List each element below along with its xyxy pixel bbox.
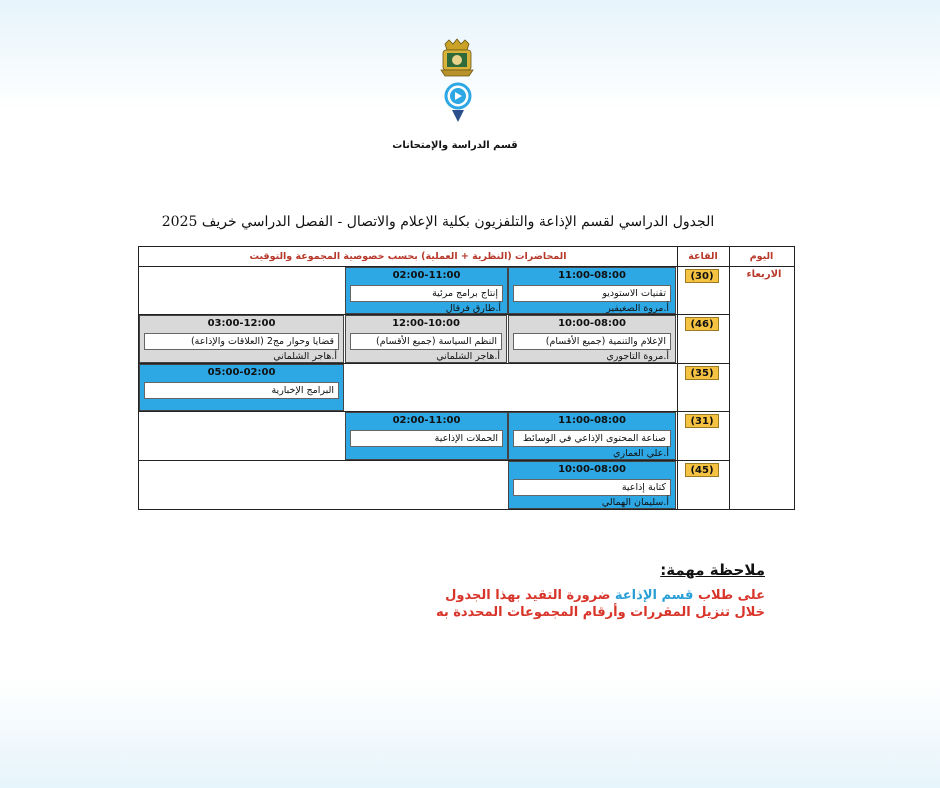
- session-teacher: أ.مروة التاجوري: [606, 351, 669, 362]
- note-line-1-start: على طلاب: [697, 588, 765, 603]
- session-teacher: أ.سليمان الهمالي: [601, 497, 669, 508]
- session-time: 02:00-11:00: [392, 270, 461, 281]
- room-badge: (35): [685, 366, 719, 380]
- room-column-divider: [677, 247, 678, 509]
- day-label: الاربعاء: [746, 269, 782, 280]
- note-line-2: خلال تنزيل المقررات وأرقام المجموعات المحددة به: [435, 605, 765, 620]
- session-block: [345, 315, 507, 363]
- session-course: كتابة إذاعية: [513, 479, 671, 496]
- session-block: [139, 364, 344, 411]
- session-course: إنتاج برامج مرئية: [350, 285, 503, 302]
- session-time: 11:00-08:00: [558, 415, 626, 426]
- session-teacher: أ.علي العماري: [613, 448, 669, 459]
- session-time: 10:00-08:00: [558, 464, 626, 475]
- university-crest-logo: [437, 38, 477, 78]
- session-block: [345, 267, 508, 314]
- note-title: ملاحظة مهمة:: [660, 561, 765, 579]
- session-block: [508, 461, 676, 509]
- session-time: 05:00-02:00: [207, 367, 276, 378]
- room-badge: (46): [685, 317, 719, 331]
- day-column-header: اليوم: [749, 251, 774, 262]
- session-block: [508, 412, 676, 460]
- session-course: البرامج الإخبارية: [144, 382, 339, 399]
- session-course: تقنيات الاستوديو: [513, 285, 671, 302]
- session-course: النظم السياسة (جميع الأقسام): [350, 333, 502, 350]
- session-time: 12:00-10:00: [392, 318, 460, 329]
- note-line-1-end: ضرورة التقيد بهذا الجدول: [445, 588, 611, 603]
- session-course: الإعلام والتنمية (جميع الأقسام): [513, 333, 671, 350]
- session-block: [139, 315, 344, 363]
- room-badge: (31): [685, 414, 719, 428]
- session-course: صناعة المحتوى الإذاعي في الوسائط: [513, 430, 671, 447]
- session-time: 02:00-11:00: [392, 415, 461, 426]
- schedule-table: [138, 246, 795, 510]
- session-teacher: أ.طارق فرقال: [445, 303, 501, 314]
- note-highlight-department: قسم الإذاعة: [614, 588, 694, 603]
- session-time: 10:00-08:00: [558, 318, 626, 329]
- session-time: 03:00-12:00: [207, 318, 276, 329]
- room-column-header: القاعة: [688, 251, 718, 262]
- department-name: قسم الدراسة والإمتحانات: [392, 140, 518, 151]
- note-line-1: [420, 588, 765, 603]
- session-teacher: أ.هاجر الشلماني: [273, 351, 337, 362]
- session-block: [508, 315, 676, 363]
- session-teacher: أ.مروة الصغيفير: [606, 303, 669, 314]
- day-column-divider: [729, 247, 730, 509]
- faculty-media-logo: [443, 82, 473, 126]
- lectures-column-header: المحاضرات (النظرية + العملية) بحسب خصوصية المجموعة والتوقيت: [249, 251, 567, 262]
- session-course: قضايا وحوار مج2 (العلاقات والإذاعة): [144, 333, 339, 350]
- page-title: الجدول الدراسي لقسم الإذاعة والتلفزيون بكلية الإعلام والاتصال - الفصل الدراسي خريف 2025: [161, 214, 715, 230]
- room-badge: (45): [685, 463, 719, 477]
- session-teacher: أ.هاجر الشلماني: [436, 351, 500, 362]
- session-course: الحملات الإذاعية: [350, 430, 503, 447]
- session-time: 11:00-08:00: [558, 270, 626, 281]
- room-badge: (30): [685, 269, 719, 283]
- session-block: [345, 412, 508, 460]
- session-block: [508, 267, 676, 314]
